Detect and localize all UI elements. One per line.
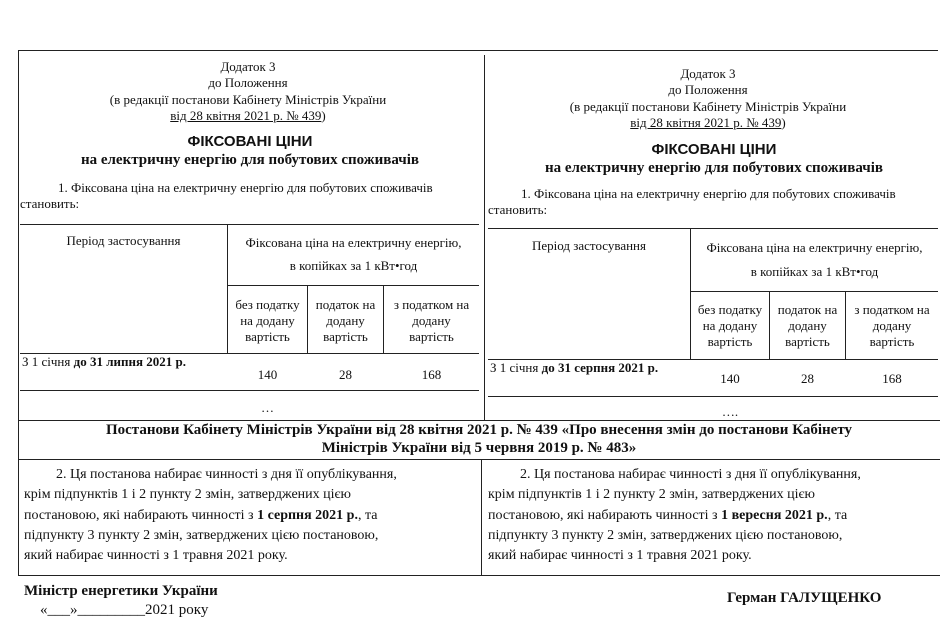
left-clause-l3-post: , та [357, 508, 378, 523]
right-row-period [490, 360, 658, 376]
left-col2-header [308, 297, 383, 345]
left-annex-1: Додаток 3 [220, 59, 276, 74]
left-col1-header [228, 297, 307, 345]
right-col1-l1: без податку [697, 302, 763, 317]
frame-divider-top [484, 55, 485, 420]
left-clause-l3 [24, 508, 378, 524]
right-clause-l3-bold: 1 вересня 2021 р. [721, 508, 828, 523]
date-line: «___»_________2021 року [40, 602, 209, 618]
frame-divider-bottom [481, 459, 482, 576]
left-row-value-2: 28 [339, 367, 352, 382]
left-col2-l3: вартість [323, 329, 368, 344]
right-col1-l2: на додану [702, 318, 758, 333]
right-intro-2: становить: [488, 202, 548, 217]
left-col3-header [384, 297, 479, 345]
left-row-period [22, 354, 186, 370]
left-clause-l5: який набирає чинності з 1 травня 2021 року. [24, 548, 288, 563]
left-clause-l1: 2. Ця постанова набирає чинності з дня її опублікування, [56, 467, 397, 482]
right-ellipsis: …. [721, 404, 739, 419]
right-clause-l2: крім підпунктів 1 і 2 пункту 2 змін, затверджених цією [488, 487, 815, 502]
left-row-value-1: 140 [257, 367, 278, 382]
left-price-header-1: Фіксована ціна на електричну енергію, [245, 235, 462, 250]
left-row-period-bold: до 31 липня 2021 р. [73, 354, 186, 369]
right-col3-l2: додану [872, 318, 912, 333]
right-price-header-1: Фіксована ціна на електричну енергію, [706, 240, 923, 255]
minister-signature-name: Герман ГАЛУЩЕНКО [727, 590, 882, 606]
right-annex-close: ) [781, 115, 786, 130]
right-clause-l3-pre: постановою, які набирають чинності з [488, 508, 722, 523]
left-table-subheader-line [228, 285, 479, 286]
frame-top-left [18, 50, 938, 51]
left-row-value-3: 168 [421, 367, 442, 382]
right-annex-3: (в редакції постанови Кабінету Міністрів України [569, 99, 847, 114]
left-col1-l3: вартість [245, 329, 290, 344]
left-annex-date: від 28 квітня 2021 р. № 439 [170, 108, 322, 123]
left-clause-l3-bold: 1 серпня 2021 р. [257, 508, 358, 523]
right-col3-header [846, 302, 938, 350]
right-col2-l1: податок на [777, 302, 838, 317]
left-subtitle: на електричну енергію для побутових споживачів [80, 152, 420, 168]
left-intro-1: 1. Фіксована ціна на електричну енергію для побутових споживачів [58, 180, 433, 195]
right-intro-1: 1. Фіксована ціна на електричну енергію для побутових споживачів [521, 186, 896, 201]
left-annex-2: до Положення [208, 75, 288, 90]
left-annex-3: (в редакції постанови Кабінету Міністрів України [109, 92, 387, 107]
left-intro-2: становить: [20, 196, 80, 211]
right-annex-2: до Положення [668, 82, 748, 97]
left-clause-l3-pre: постановою, які набирають чинності з [24, 508, 258, 523]
right-clause-l5: який набирає чинності з 1 травня 2021 року. [488, 548, 752, 563]
left-col2-l2: додану [326, 313, 365, 328]
right-col1-header [691, 302, 769, 350]
right-subtitle: на електричну енергію для побутових споживачів [544, 160, 884, 176]
left-col2-l1: податок на [315, 297, 376, 312]
right-clause-l4: підпункту 3 пункту 2 змін, затверджених цією постановою, [488, 528, 843, 543]
right-table-top [488, 228, 938, 229]
left-col3-l2: додану [412, 313, 451, 328]
right-annex-date: від 28 квітня 2021 р. № 439 [630, 115, 782, 130]
left-col1-l2: на додану [240, 313, 295, 328]
right-col3-l1: з податком на [854, 302, 930, 317]
left-annex-close: ) [321, 108, 326, 123]
right-price-header-2: в копійках за 1 кВт•год [750, 264, 879, 279]
left-table-top [20, 224, 479, 225]
right-col1-l3: вартість [707, 334, 753, 349]
left-ellipsis: … [261, 400, 274, 415]
right-clause-l1: 2. Ця постанова набирає чинності з дня її опублікування, [520, 467, 861, 482]
right-clause-l3-post: , та [827, 508, 848, 523]
minister-title: Міністр енергетики України [24, 583, 218, 599]
left-col1-l1: без податку [235, 297, 300, 312]
right-row-value-2: 28 [801, 371, 814, 386]
right-table-subheader-line [691, 291, 938, 292]
left-col3-l3: вартість [409, 329, 454, 344]
left-period-header: Період застосування [66, 233, 181, 248]
right-title: ФІКСОВАНІ ЦІНИ [651, 141, 777, 158]
left-clause-l4: підпункту 3 пункту 2 змін, затверджених цією постановою, [24, 528, 379, 543]
left-row-period-prefix: З 1 січня [22, 354, 74, 369]
frame-bottom [18, 575, 940, 576]
left-col3-l1: з податком на [393, 297, 470, 312]
left-clause-l2: крім підпунктів 1 і 2 пункту 2 змін, затверджених цією [24, 487, 351, 502]
left-table-row-bottom [20, 390, 479, 391]
right-period-header: Період застосування [532, 238, 646, 253]
right-clause-l3 [488, 508, 847, 524]
right-col3-l3: вартість [869, 334, 915, 349]
resolution-heading-1: Постанови Кабінету Міністрів України від 28 квітня 2021 р. № 439 «Про внесення змін до постанови Кабінету [105, 422, 853, 438]
right-table-row-bottom [488, 396, 938, 397]
resolution-heading-2: Міністрів України від 5 червня 2019 р. № 483» [321, 440, 637, 456]
frame-left [18, 50, 19, 576]
right-row-period-prefix: З 1 січня [490, 360, 542, 375]
right-annex-date-line [538, 115, 878, 131]
right-col2-header [770, 302, 845, 350]
right-annex-1: Додаток 3 [680, 66, 736, 81]
left-price-header-2: в копійках за 1 кВт•год [289, 258, 418, 273]
right-col2-l3: вартість [785, 334, 830, 349]
right-row-value-3: 168 [882, 371, 902, 386]
right-row-period-bold: до 31 серпня 2021 р. [541, 360, 659, 375]
right-col2-l2: додану [788, 318, 827, 333]
frame-heading-bottom [18, 459, 940, 460]
right-row-value-1: 140 [720, 371, 740, 386]
left-title: ФІКСОВАНІ ЦІНИ [187, 133, 313, 150]
left-annex-date-line [78, 108, 418, 124]
frame-heading-top [18, 420, 940, 421]
